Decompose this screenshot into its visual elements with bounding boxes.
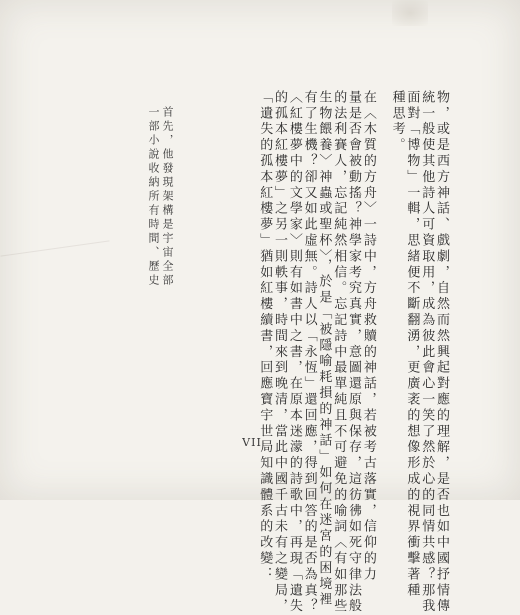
verse-line: 一部小說收納所有時間、歷史 <box>147 106 160 288</box>
verse-line: 首先，他發現架構是宇宙全部 <box>161 106 174 288</box>
text-column: 種思考。 <box>389 90 405 154</box>
paper-crease <box>0 240 109 256</box>
text-column: 生物餵養〉神蟲或聖杯〉，於是「被隱喻耗損的神話」如何在迷宮的困境裡 <box>316 90 332 609</box>
text-column: 統一般使其他詩人可資取用，成為彼此會心一笑了然於心的同情共感？那我 <box>419 90 435 615</box>
text-column: 的孤本紅樓夢」之另一則軼事，時間來到晚清，當此中國千古未有之變局， <box>272 90 288 615</box>
quoted-verse <box>138 106 174 346</box>
paper-stain <box>392 0 428 26</box>
text-column: 的法利賽人，忘記純然相信。忘記詩中最單純且不可避免的喻詞〈有如那些 <box>331 90 347 615</box>
text-column: 在〈木質的方舟〉一詩中，方舟救贖的神話，若被考古落實，信仰的力 <box>360 90 376 583</box>
page-number: VII <box>242 436 262 449</box>
text-column: 有了生機？卻又如此虛無。詩人以「永恆」還回應，得到回答的是否為真？ <box>301 90 317 615</box>
text-column: 量是否會被動搖？神學家考究真實，意圖還原與保存，這彷彿如死守律法般 <box>346 90 362 615</box>
text-column: 〈紅樓夢中的文學家〉則有如書中之書，在原本迷濛的詩歌中，再現「遺失 <box>286 90 302 615</box>
text-column: 物，或是西方神話、戲劇，自然而然興起對應的理解，是否也如中國抒情傳 <box>434 90 449 615</box>
text-column: 「遺失的孤本紅樓夢」猶如紅樓續書，回應寶宇世局知識體系的改變： <box>257 90 273 583</box>
text-column: 面對「博物」一輯，思緒便不斷翻湧，更廣袤的想像形成的視界衝擊著種 <box>404 90 420 599</box>
paragraph-gap <box>375 90 389 406</box>
